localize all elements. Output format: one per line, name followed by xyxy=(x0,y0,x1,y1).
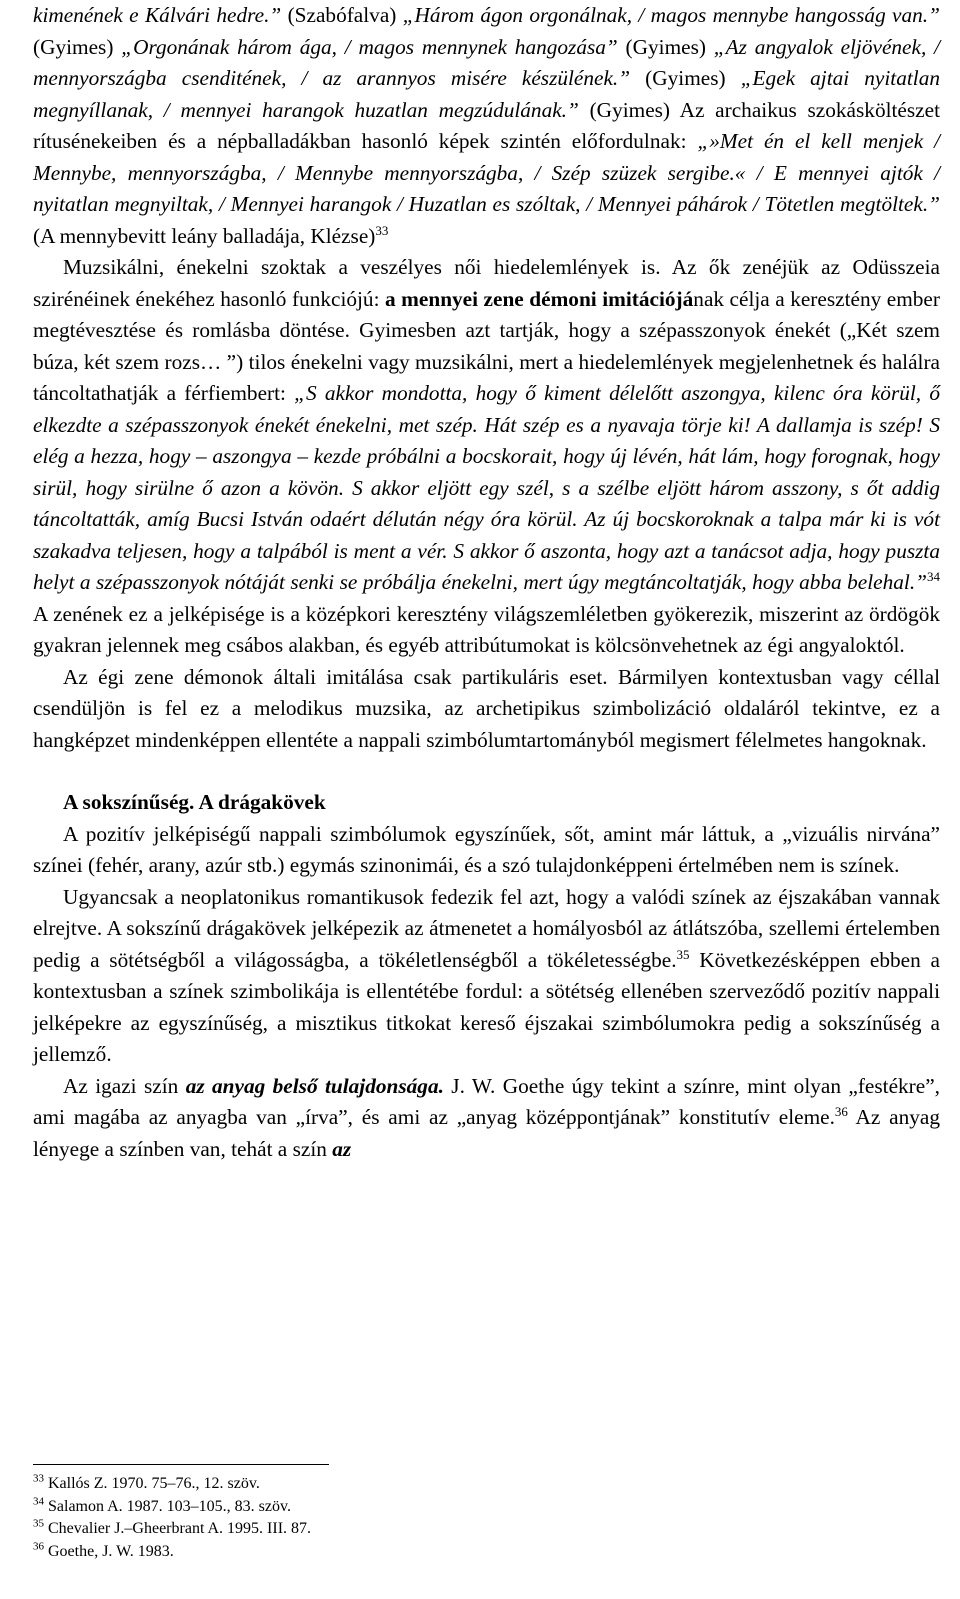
text-run: a mennyei zene démoni imitációjá xyxy=(385,286,694,311)
section-heading: A sokszínűség. A drágakövek xyxy=(63,790,326,814)
text-run: J. W. Goethe úgy tekint a színre, mint olyan „festékre”, ami magába az anyagba van „írva”, és ami az „anyag középpontjának” konstitutív eleme. xyxy=(33,1073,941,1129)
text-run: Következésképpen ebben a kontextusban a színek szimbolikája is ellentétébe fordul: a sötétség ellenében szerveződő pozitív nappali jelképekre az egyszínűség, a misztikus titkokat kereső éjszakai szimbólumokra pedig a sokszínűség a jellemző. xyxy=(33,947,940,1066)
text-run: (A mennybevitt leány balladája, Klézse) xyxy=(33,223,376,248)
footnote-number: 36 xyxy=(33,1540,44,1553)
text-run: „Egek ajtai nyitatlan megnyíllanak, / mennyei harangok huzatlan megzúdulának.” xyxy=(33,66,940,122)
text-run: Az anyag lényege a színben van, tehát a szín xyxy=(33,1105,940,1161)
text-run: az anyag belső tulajdonsága. xyxy=(185,1073,444,1098)
section-gap xyxy=(33,756,940,787)
text-run: Ugyancsak a neoplatonikus romantikusok fedezik fel azt, hogy a valódi színek az éjszakában vannak elrejtve. A sokszínű drágakövek jelképezik az átmenetet a homályosból az átlátszóba, szellemi értelemben pedig a sötétségből a világosságba, a tökéletlenségből a tökéletességbe. xyxy=(33,884,940,972)
text-run: kimenének e Kálvári hedre.” xyxy=(33,3,288,27)
footnote-reference: 33 xyxy=(375,222,389,238)
footnote-item xyxy=(33,1496,940,1519)
footnote-reference: 36 xyxy=(834,1103,848,1119)
paragraph-6 xyxy=(33,1071,940,1166)
footnote-text: Salamon A. 1987. 103–105., 83. szöv. xyxy=(44,1497,291,1515)
text-run: „Az angyalok eljövének, / mennyországba csenditének, / az arannyos misére készülének.” xyxy=(33,34,940,90)
text-run: A pozitív jelképiségű nappali szimbólumok egyszínűek, sőt, amint már láttuk, a „vizuális nirvána” színei (fehér, arany, azúr stb.) egymás szinonimái, és a szó tulajdonképpeni értelmében nem is színek. xyxy=(33,821,940,877)
text-run: Az égi zene démonok általi imitálása csak partikuláris eset. Bármilyen kontextusban vagy céllal csendüljön is fel ez a melodikus muzsika, az archetipikus szimbolizáció oldaláról tekintve, ez a hangképzet mindenképpen ellentéte a nappali szimbólumtartományból megismert félelmetes hangoknak. xyxy=(33,664,940,752)
footnote-number: 35 xyxy=(33,1517,44,1530)
paragraph-4 xyxy=(33,819,940,882)
text-run: (Gyimes) xyxy=(645,66,741,90)
text-run: A zenének ez a jelképisége is a középkori keresztény világszemléletben gyökerezik, miszerint az ördögök gyakran jelennek meg csábos alakban, és egyéb attribútumokat is kölcsönvehetnek az égi angyaloktól. xyxy=(33,601,940,657)
footnote-item xyxy=(33,1518,940,1541)
footnote-reference: 35 xyxy=(676,946,690,962)
body-text xyxy=(33,0,940,1165)
footnote-number: 33 xyxy=(33,1472,44,1485)
text-run: (Gyimes) xyxy=(33,34,122,59)
text-run: az xyxy=(332,1136,352,1161)
paragraph-3 xyxy=(33,662,940,757)
text-run: nak célja a keresztény ember megtévesztése és romlásba döntése. Gyimesben azt tartják, hogy a szépasszonyok énekét („Két szem búza, két szem rozs… ”) tilos énekelni vagy muzsikálni, mert a hiedelemlények megjelenhetnek és halálra táncoltathatják a férfiembert: xyxy=(33,286,940,405)
text-run: Az igazi szín xyxy=(63,1073,186,1098)
text-run: „Három ágon orgonálnak, / magos mennybe hangosság van.” xyxy=(402,3,940,27)
text-run: (Szabófalva) xyxy=(287,3,403,27)
text-run: „Orgonának három ága, / magos mennynek hangozása” xyxy=(121,34,626,59)
footnote-item xyxy=(33,1541,940,1564)
footnote-separator xyxy=(33,1464,329,1465)
text-run: (Gyimes) xyxy=(625,34,714,59)
paragraph-5 xyxy=(33,882,940,1071)
paragraph-2 xyxy=(33,252,940,662)
footnote-text: Goethe, J. W. 1983. xyxy=(44,1542,174,1560)
text-run: „S akkor mondotta, hogy ő kiment délelőtt aszongya, kilenc óra körül, ő elkezdte a szépasszonyok énekét énekelni, met szép. Hát szép es a nyavaja törje ki! A dallamja is szép! S elég a hezza, hogy – aszongya – kezde próbálni a bocskorait, hogy új lévén, hát lám, hogy forognak, hogy sirül, hogy sirülne ő azon a kövön. S akkor eljött egy szél, s a szélbe eljött három asszony, s őt addig táncoltatták, amíg Bucsi István odaért délután négy óra körül. Az új bocskoroknak a talpa már ki is vót szakadva teljesen, hogy a talpából is ment a vér. S akkor ő aszonta, hogy azt a tanácsot adja, hogy puszta helyt a szépasszonyok nótáját senki se próbálja énekelni, mert úgy megtáncoltatják, hogy abba belehal.” xyxy=(33,381,940,594)
footnote-reference: 34 xyxy=(927,568,940,584)
text-run: (Gyimes) Az archaikus szokásköltészet rítusénekeiben és a népballadákban hasonló képek szintén előfordulnak: xyxy=(33,97,940,153)
footnote-item xyxy=(33,1473,940,1496)
footnote-list xyxy=(33,1473,940,1563)
text-run: „»Met én el kell menjek / Mennybe, mennyországba, / Mennybe mennyországba, / Szép szüzek sergibe.« / E mennyei ajtók / nyitatlan megnyiltak, / Mennyei harangok / Huzatlan es szóltak, / Mennyei páhárok / Tötetlen megtöltek.” xyxy=(33,129,941,216)
footnote-number: 34 xyxy=(33,1495,44,1508)
text-run: Muzsikálni, énekelni szoktak a veszélyes női hiedelemlények is. Az ők zenéjük az Odüsszeia szirénéinek énekéhez hasonló funkciójú: xyxy=(33,255,940,311)
footnotes xyxy=(33,1464,940,1563)
footnote-text: Chevalier J.–Gheerbrant A. 1995. III. 87. xyxy=(44,1520,312,1537)
paragraph-1 xyxy=(33,0,940,252)
footnote-text: Kallós Z. 1970. 75–76., 12. szöv. xyxy=(44,1475,260,1492)
